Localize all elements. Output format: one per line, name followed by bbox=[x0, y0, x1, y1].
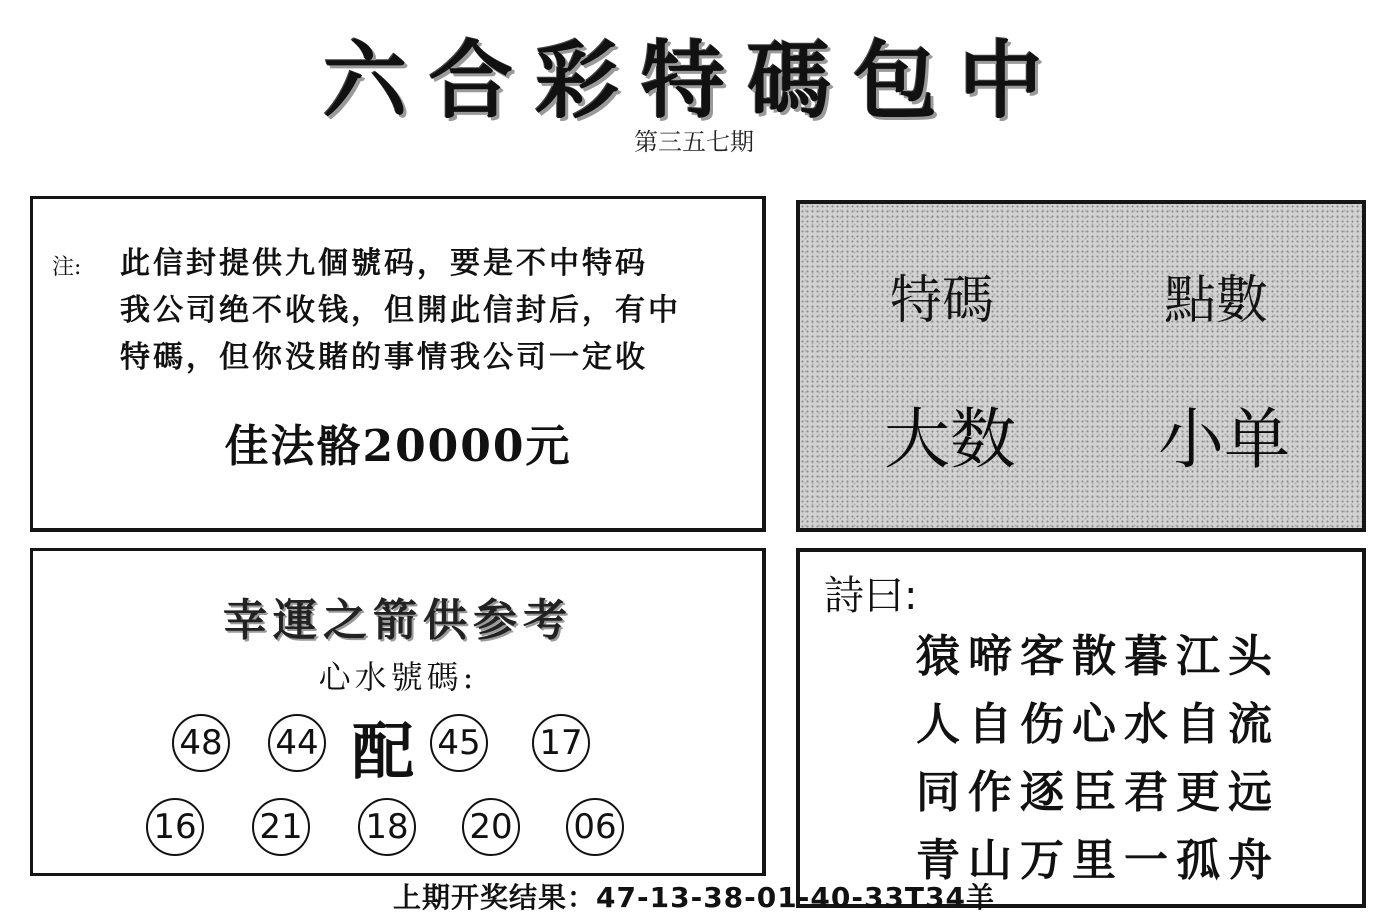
number-ball: 06 bbox=[566, 798, 624, 856]
note-label: 注: bbox=[52, 255, 82, 280]
poem-line: 人自伤心水自流 bbox=[916, 699, 1280, 750]
note-line: 特碼，但你没賭的事情我公司一定收 bbox=[120, 340, 648, 375]
poem-line: 青山万里一孤舟 bbox=[916, 835, 1280, 886]
number-ball: 21 bbox=[252, 798, 310, 856]
poem-line: 猿啼客散暮江头 bbox=[916, 631, 1280, 682]
issue-number: 第三五七期 bbox=[634, 128, 754, 156]
note-text bbox=[120, 240, 740, 381]
pair-label: 配 bbox=[352, 715, 415, 788]
last-result: 上期开奖结果：47-13-38-01-40-33T34羊 bbox=[393, 881, 995, 914]
number-ball: 48 bbox=[172, 714, 230, 772]
note-line: 此信封提供九個號码，要是不中特码 bbox=[120, 246, 648, 281]
point-value-left: 大数 bbox=[884, 401, 1016, 478]
point-box bbox=[796, 200, 1366, 532]
number-ball: 20 bbox=[462, 798, 520, 856]
poem-line: 同作逐臣君更远 bbox=[916, 767, 1280, 818]
number-ball: 17 bbox=[532, 714, 590, 772]
page-title: 六合彩特碼包中 bbox=[322, 31, 1065, 130]
lucky-title: 幸運之箭供参考 bbox=[223, 595, 573, 646]
poem-label: 詩曰: bbox=[824, 573, 918, 619]
point-header-left: 特碼 bbox=[890, 271, 995, 331]
number-ball: 18 bbox=[358, 798, 416, 856]
prize-text: 佳法骼20000元 bbox=[224, 421, 572, 472]
number-ball: 16 bbox=[146, 798, 204, 856]
point-header-right: 點數 bbox=[1164, 271, 1269, 331]
number-ball: 44 bbox=[268, 714, 326, 772]
lucky-subtitle: 心水號碼: bbox=[318, 658, 478, 696]
number-ball: 45 bbox=[430, 714, 488, 772]
point-value-right: 小单 bbox=[1158, 401, 1290, 478]
note-line: 我公司绝不收钱，但開此信封后，有中 bbox=[120, 293, 681, 328]
